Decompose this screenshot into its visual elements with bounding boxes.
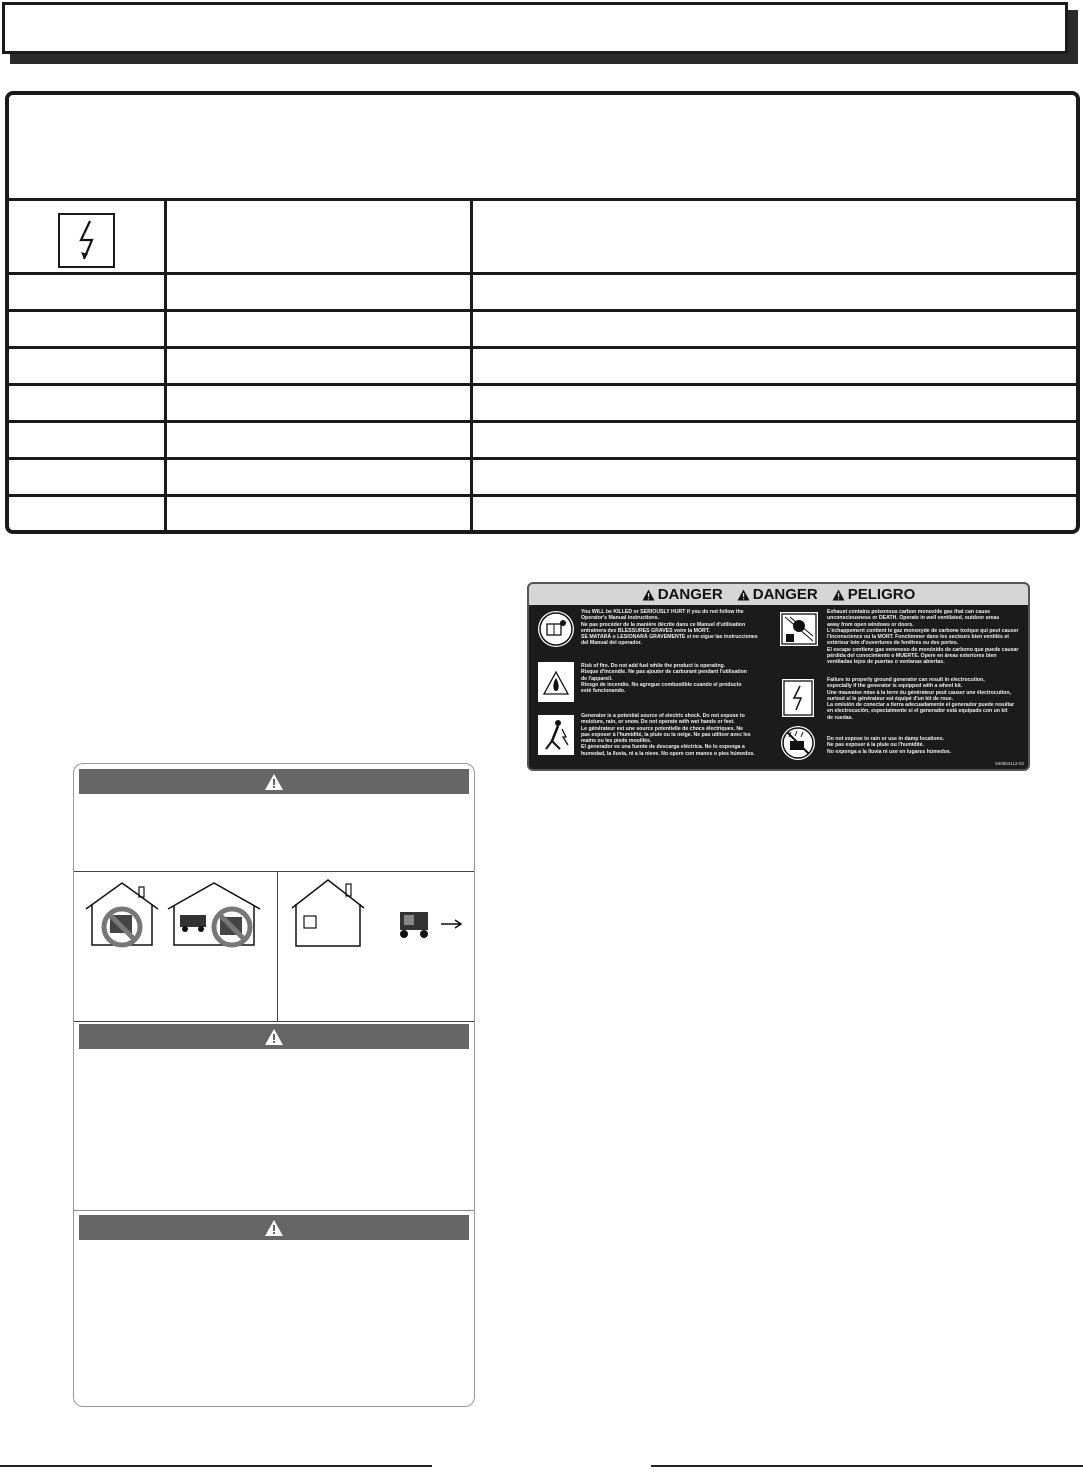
warning-triangle-icon [642, 589, 655, 601]
table-row [9, 460, 1076, 497]
warning-triangle-icon [264, 773, 284, 791]
footer-rule-right [651, 1465, 1083, 1467]
no-garage-use-icon [166, 879, 262, 955]
read-manual-icon [538, 611, 574, 647]
part-number: 940654112-02 [995, 761, 1024, 766]
electric-shock-icon [58, 213, 115, 268]
divider [74, 1210, 474, 1211]
divider [277, 871, 278, 1021]
danger-header [529, 584, 1028, 605]
warning-triangle-icon [264, 1219, 284, 1237]
danger-heading-fr: DANGER [737, 586, 818, 603]
arrow-right-icon [440, 918, 464, 930]
title-bar [2, 2, 1068, 54]
generator-icon [396, 906, 434, 940]
danger-decal [527, 582, 1030, 771]
warning-triangle-icon [832, 589, 845, 601]
danger-heading: DANGER [642, 586, 723, 603]
fire-hazard-icon [538, 662, 574, 702]
manual-warning-text: You WILL be KILLED or SERIOUSLY HURT if you do not follow the Operator's Manual instructions. Ne pas procéder de la manière décrite dans ce Manuel d'utilisation entraînera des BLESSURES GRAVES voire la MORT. SE MATARÁ o LESIONARÁ GRAVEMENTE si no sigue las instrucciones del Manual del operador. [581, 609, 758, 647]
no-indoor-use-icon [84, 879, 160, 955]
ground-warning-text: Failure to properly ground generator can result in electrocution, especially if the generator is equipped with a wheel kit. Une mauvaise mise à la terre du générateur peut causer une électrocution, surtout si le générateur est équipé d'un kit de roue. La omisión de conectar a tierra adecuadamente el generador puede resultar en electrocución, especialmente si el generador está equipado con un kit de ruedas. [827, 677, 1015, 721]
exhaust-gas-icon [780, 612, 818, 646]
shock-warning-text: Generator is a potential source of electric shock. Do not expose to moisture, rain, or snow. Do not operate with wet hands or feet. Le générateur est une source potentielle de chocs électriques. Ne pas exposer à l'humidité, la pluie ou la neige. Ne pas utiliser avec les mains ou les pieds mouillés. El generador es una fuente de descarga eléctrica. No lo exponga a humedad, la lluvia, ni a la nieve. No opere con manos o pies húmedos. [581, 713, 755, 757]
warning-panel [73, 763, 475, 1407]
danger-heading-es: PELIGRO [832, 586, 916, 603]
divider [74, 871, 474, 872]
table-row [9, 349, 1076, 386]
rain-warning-text: Do not expose to rain or use in damp locations. Ne pas exposer à la pluie ou l'humidité. No exponga a la lluvia ni use en lugares húmedos. [827, 736, 952, 755]
footer-rule-left [0, 1465, 432, 1467]
table-row [9, 386, 1076, 423]
outdoor-house-icon [288, 876, 378, 956]
table-row [9, 201, 1076, 275]
divider [74, 1021, 474, 1022]
exhaust-warning-text: Exhaust contains poisonous carbon monoxide gas that can cause unconsciousness or DEATH. Operate in well ventilated, outdoor areas away from open windows or doors. L'échappement contient le gaz monoxyde de carbone toxique qui peut causer l'inconscience ou la MORT. Fonctionner dans les secteurs bien ventilés et extérieur loin d'ouvertures de fenêtres ou des portes. El escape contiene gas venenoso de monóxido de carbono que puede causar pérdida del conocimiento o MUERTE. Opere en áreas exteriores bien ventiladas lejos de puertas o ventanas abiertas. [827, 609, 1019, 666]
table-row [9, 497, 1076, 531]
electric-shock-icon [538, 715, 574, 755]
table-header [9, 95, 1076, 201]
table-row [9, 275, 1076, 312]
warning-triangle-icon [737, 589, 750, 601]
warning-bar [79, 769, 469, 794]
fire-warning-text: Risk of fire. Do not add fuel while the product is operating. Risque d'incendie. Ne pas ajouter de carburant pendant l'utilisation de l'appareil. Riesgo de incendio. No agregue combustible cuando el producto esté funcionando. [581, 663, 747, 695]
warning-bar [79, 1215, 469, 1240]
ground-shock-icon [782, 679, 814, 717]
table-row [9, 312, 1076, 349]
table-row [9, 423, 1076, 460]
warning-bar [79, 1024, 469, 1049]
warning-triangle-icon [264, 1028, 284, 1046]
safety-symbols-table [5, 91, 1080, 534]
no-rain-icon [781, 726, 815, 760]
